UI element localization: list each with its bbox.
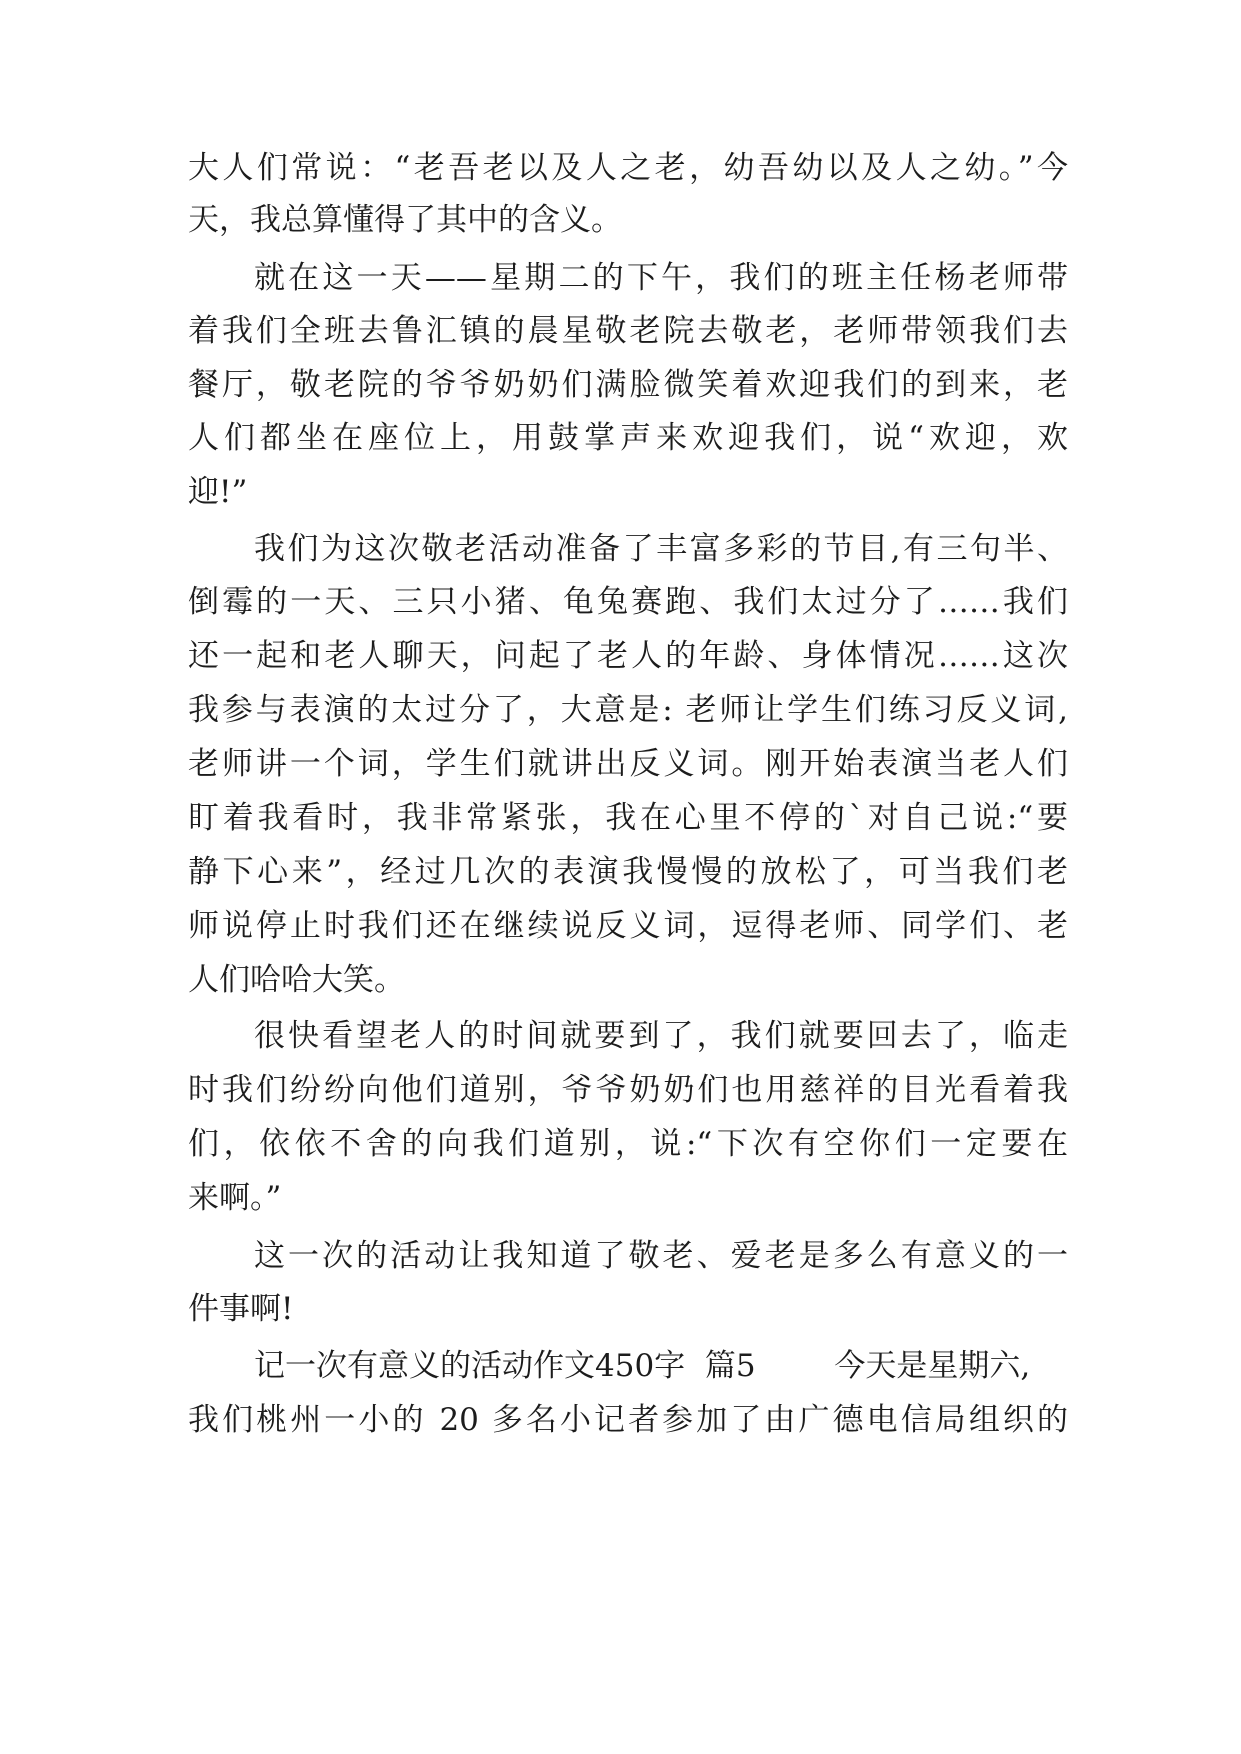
- text-line: 人们都坐在座位上，用鼓掌声来欢迎我们，说“欢迎，欢: [188, 420, 1068, 456]
- text-line: 件事啊!: [188, 1291, 294, 1327]
- text-line: 餐厅，敬老院的爷爷奶奶们满脸微笑着欢迎我们的到来，老: [188, 367, 1068, 403]
- text-line: 大人们常说：“老吾老以及人之老，幼吾幼以及人之幼。”今: [188, 150, 1068, 186]
- text-line: 时我们纷纷向他们道别，爷爷奶奶们也用慈祥的目光看着我: [188, 1072, 1068, 1108]
- text-line: 很快看望老人的时间就要到了，我们就要回去了，临走: [254, 1018, 1068, 1054]
- text-line: 静下心来”，经过几次的表演我慢慢的放松了，可当我们老: [188, 854, 1068, 890]
- text-line: 老师讲一个词，学生们就讲出反义词。刚开始表演当老人们: [188, 746, 1068, 782]
- text-line: 我参与表演的太过分了，大意是: 老师让学生们练习反义词,: [188, 692, 1068, 728]
- text-line: 师说停止时我们还在继续说反义词，逗得老师、同学们、老: [188, 908, 1068, 944]
- text-line: 迎!”: [188, 474, 248, 510]
- text-line: 盯着我看时，我非常紧张，我在心里不停的`对自己说:“要: [188, 800, 1068, 836]
- text-line: 我们为这次敬老活动准备了丰富多彩的节目,有三句半、: [254, 531, 1068, 567]
- text-line: 天，我总算懂得了其中的含义。: [188, 202, 622, 238]
- text-line: 这一次的活动让我知道了敬老、爱老是多么有意义的一: [254, 1238, 1068, 1274]
- text-line: 我们桃州一小的 20 多名小记者参加了由广德电信局组织的: [188, 1402, 1068, 1438]
- text-line: 还一起和老人聊天，问起了老人的年龄、身体情况……这次: [188, 638, 1068, 674]
- text-line: 来啊。”: [188, 1180, 282, 1216]
- text-line: 记一次有意义的活动作文450字 篇5 今天是星期六,: [254, 1348, 1031, 1384]
- text-line: 倒霉的一天、三只小猪、龟兔赛跑、我们太过分了……我们: [188, 584, 1068, 620]
- text-line: 们，依依不舍的向我们道别，说:“下次有空你们一定要在: [188, 1126, 1068, 1162]
- text-line: 着我们全班去鲁汇镇的晨星敬老院去敬老，老师带领我们去: [188, 313, 1068, 349]
- text-line: 人们哈哈大笑。: [188, 962, 405, 998]
- text-line: 就在这一天——星期二的下午，我们的班主任杨老师带: [254, 260, 1068, 296]
